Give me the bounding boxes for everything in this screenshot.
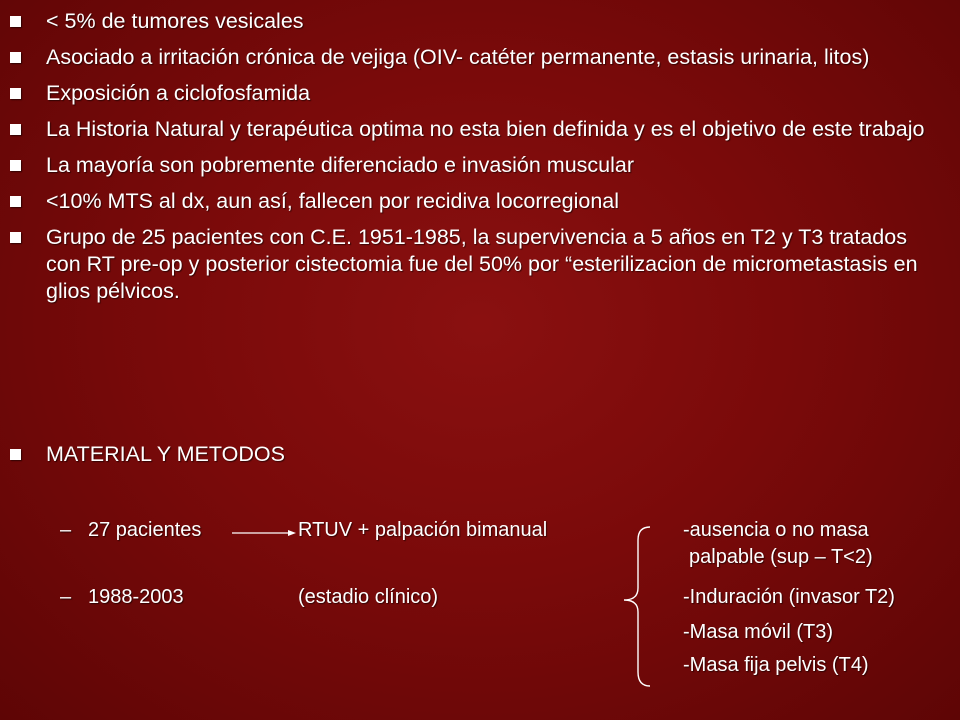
curly-brace-icon <box>624 527 650 686</box>
square-bullet-icon <box>10 52 21 63</box>
bullet-text: Asociado a irritación crónica de vejiga (OIV- catéter permanente, estasis urinaria, litos) <box>46 45 870 69</box>
section-heading-text: MATERIAL Y METODOS <box>46 442 285 466</box>
bullet-item <box>10 116 945 143</box>
finding-item: palpable (sup – T<2) <box>689 546 873 568</box>
sub-dash: – <box>60 519 72 541</box>
period-range: 1988-2003 <box>88 586 184 608</box>
bullet-text: Exposición a ciclofosfamida <box>46 81 311 105</box>
finding-item: -Masa móvil (T3) <box>683 621 834 643</box>
bullet-item <box>10 80 945 107</box>
arrowhead-icon <box>288 530 296 536</box>
finding-item: -Induración (invasor T2) <box>683 586 895 608</box>
square-bullet-icon <box>10 124 21 135</box>
sub-dash: – <box>60 586 72 608</box>
square-bullet-icon <box>10 232 21 243</box>
finding-item: -Masa fija pelvis (T4) <box>683 654 869 676</box>
square-bullet-icon <box>10 16 21 27</box>
section-heading <box>10 441 285 468</box>
bullet-text: < 5% de tumores vesicales <box>46 9 304 33</box>
stage-label: (estadio clínico) <box>298 586 439 608</box>
bullet-text: <10% MTS al dx, aun así, fallecen por recidiva locorregional <box>46 189 620 213</box>
procedure-label: RTUV + palpación bimanual <box>298 519 548 541</box>
patients-count: 27 pacientes <box>88 519 202 541</box>
bullet-text: La mayoría son pobremente diferenciado e invasión muscular <box>46 153 634 177</box>
bullet-list <box>10 8 945 314</box>
square-bullet-icon <box>10 196 21 207</box>
square-bullet-icon <box>10 449 21 460</box>
square-bullet-icon <box>10 88 21 99</box>
finding-item: -ausencia o no masa <box>683 519 869 541</box>
bullet-item <box>10 8 945 35</box>
bullet-item <box>10 152 945 179</box>
square-bullet-icon <box>10 160 21 171</box>
bullet-text: Grupo de 25 pacientes con C.E. 1951-1985, la supervivencia a 5 años en T2 y T3 tratados con RT pre-op y posterior cistectomia fue del 50% por “esterilizacion de micrometastasis en glios pélvicos. <box>46 225 918 303</box>
bullet-item <box>10 224 945 305</box>
bullet-text: La Historia Natural y terapéutica optima no esta bien definida y es el objetivo de este trabajo <box>46 117 925 141</box>
bullet-item <box>10 44 945 71</box>
bullet-item <box>10 188 945 215</box>
